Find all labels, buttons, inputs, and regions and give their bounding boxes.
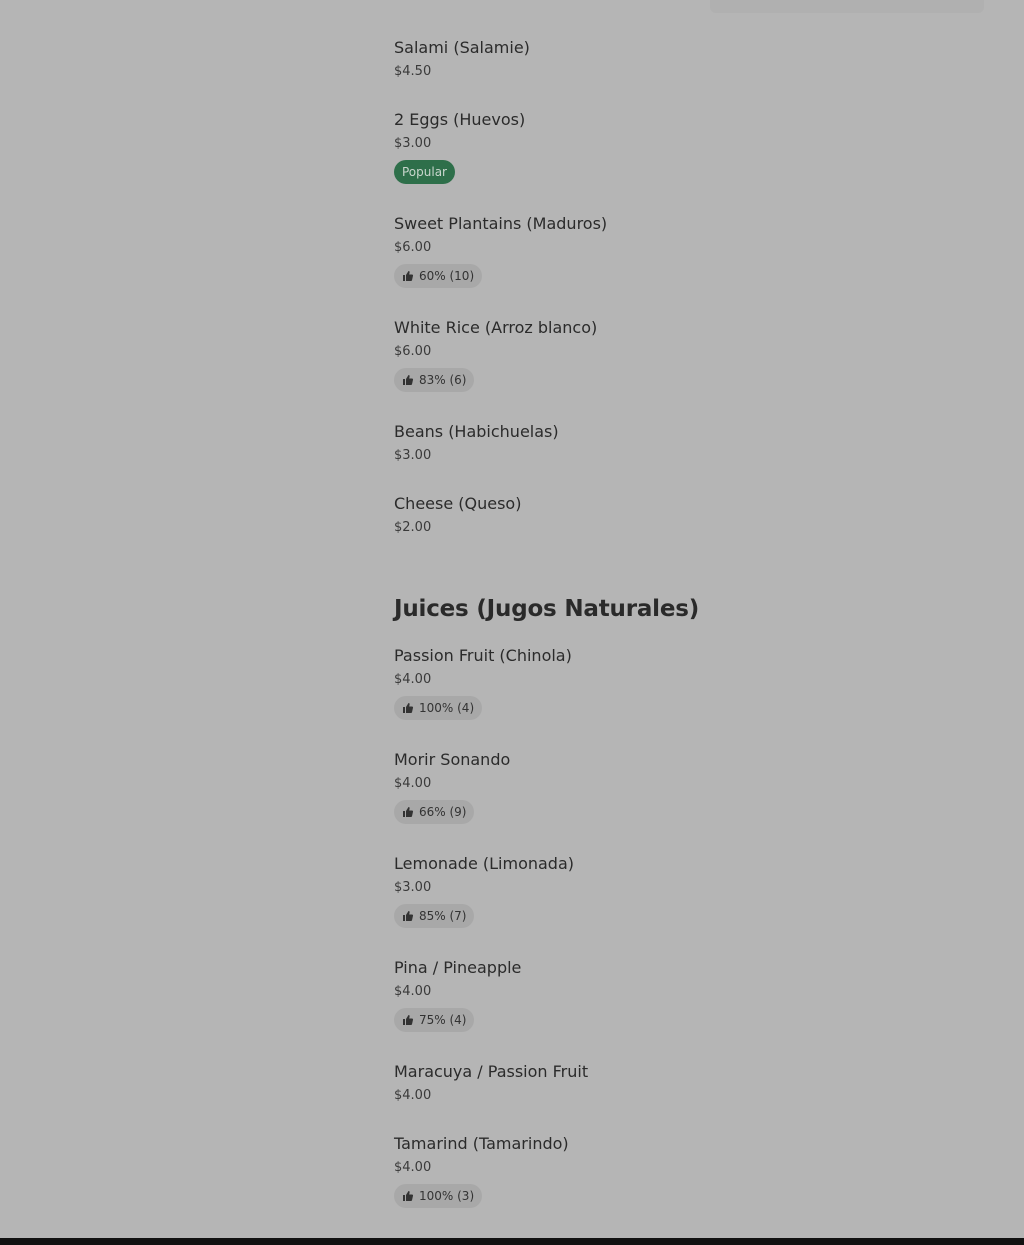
- rating-badge: [394, 800, 474, 824]
- rating-badge: [394, 264, 482, 288]
- bottom-strip: [0, 1238, 1024, 1245]
- menu-item-price: $3.00: [394, 448, 432, 463]
- menu-item[interactable]: [394, 318, 954, 392]
- menu-item-name: Tamarind (Tamarindo): [394, 1134, 569, 1153]
- menu-item-price: $4.00: [394, 984, 432, 999]
- thumbs-up-icon: [402, 910, 414, 922]
- menu-item[interactable]: [394, 214, 954, 288]
- menu-item-price: $4.50: [394, 64, 432, 79]
- rating-badge: [394, 1184, 482, 1208]
- menu-item-name: Beans (Habichuelas): [394, 422, 559, 441]
- menu-item-price: $4.00: [394, 1088, 432, 1103]
- menu-item[interactable]: [394, 38, 954, 80]
- thumbs-up-icon: [402, 374, 414, 386]
- rating-text: 100% (4): [419, 701, 475, 715]
- menu-item-name: 2 Eggs (Huevos): [394, 110, 526, 129]
- rating-badge: [394, 696, 482, 720]
- section-title: Juices (Jugos Naturales): [394, 596, 700, 622]
- rating-text: 83% (6): [419, 373, 467, 387]
- rating-text: 75% (4): [419, 1013, 467, 1027]
- rating-text: 60% (10): [419, 269, 475, 283]
- menu-item[interactable]: [394, 110, 954, 184]
- menu-list: [394, 38, 954, 1238]
- menu-item[interactable]: [394, 422, 954, 464]
- menu-item-name: Sweet Plantains (Maduros): [394, 214, 608, 233]
- popular-badge: Popular: [394, 160, 455, 184]
- thumbs-up-icon: [402, 702, 414, 714]
- menu-item[interactable]: [394, 1062, 954, 1104]
- menu-item[interactable]: [394, 854, 954, 928]
- rating-badge: [394, 1008, 474, 1032]
- menu-item-name: Maracuya / Passion Fruit: [394, 1062, 589, 1081]
- thumbs-up-icon: [402, 1014, 414, 1026]
- menu-item-name: Salami (Salamie): [394, 38, 530, 57]
- menu-item[interactable]: [394, 958, 954, 1032]
- menu-item-name: Lemonade (Limonada): [394, 854, 575, 873]
- menu-item-price: $4.00: [394, 776, 432, 791]
- menu-item-name: Passion Fruit (Chinola): [394, 646, 572, 665]
- menu-item-price: $3.00: [394, 880, 432, 895]
- menu-item-price: $3.00: [394, 136, 432, 151]
- menu-item[interactable]: [394, 1134, 954, 1208]
- menu-item[interactable]: [394, 646, 954, 720]
- menu-item-price: $2.00: [394, 520, 432, 535]
- menu-item-name: Pina / Pineapple: [394, 958, 522, 977]
- thumbs-up-icon: [402, 806, 414, 818]
- menu-item-price: $6.00: [394, 240, 432, 255]
- rating-text: 85% (7): [419, 909, 467, 923]
- thumbs-up-icon: [402, 270, 414, 282]
- rating-text: 66% (9): [419, 805, 467, 819]
- menu-item-price: $4.00: [394, 1160, 432, 1175]
- menu-item-name: White Rice (Arroz blanco): [394, 318, 598, 337]
- thumbs-up-icon: [402, 1190, 414, 1202]
- rating-badge: [394, 904, 474, 928]
- menu-item-name: Morir Sonando: [394, 750, 511, 769]
- rating-badge: [394, 368, 474, 392]
- menu-item-name: Cheese (Queso): [394, 494, 522, 513]
- menu-item-price: $6.00: [394, 344, 432, 359]
- rating-text: 100% (3): [419, 1189, 475, 1203]
- top-bar-remnant: [710, 0, 984, 13]
- menu-item-price: $4.00: [394, 672, 432, 687]
- menu-item[interactable]: [394, 494, 954, 536]
- menu-item[interactable]: [394, 750, 954, 824]
